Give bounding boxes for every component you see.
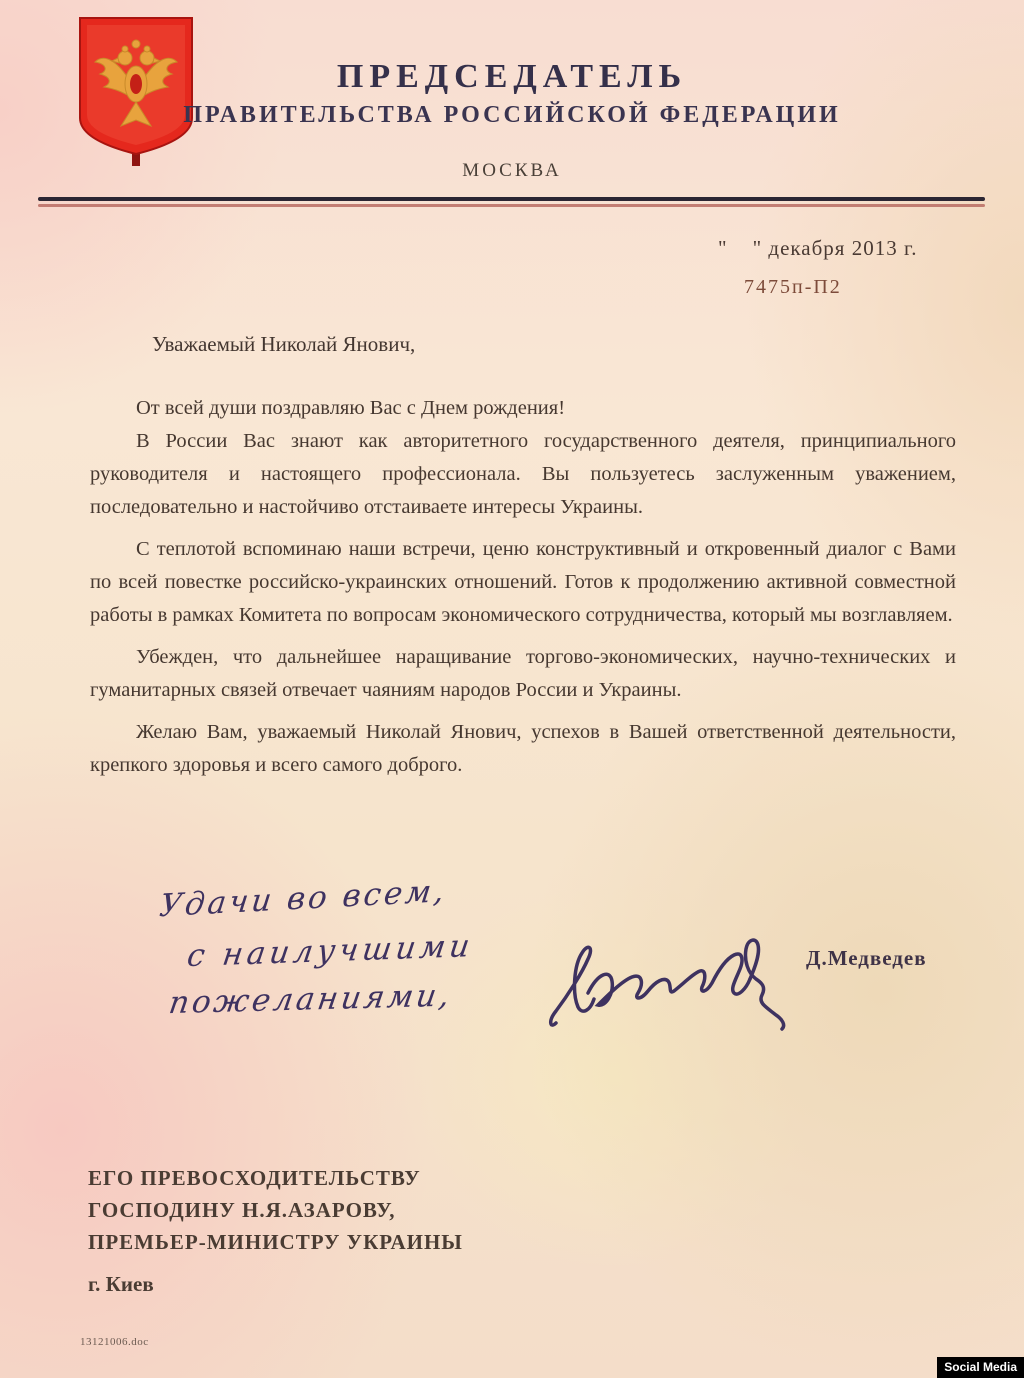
letterhead-city: МОСКВА [462,160,562,181]
signature-printed-name: Д.Медведев [806,946,927,970]
letterhead-divider [38,197,985,207]
paragraph-4: Убежден, что дальнейшее наращивание торгово-экономических, научно-технических и гуманитарных связей отвечает чаяниям народов России и Украины. [90,646,956,701]
document-file-reference: 13121006.doc [80,1336,149,1348]
handwritten-note-line-1: Удачи во всем, [157,872,450,925]
addressee-block [88,1162,463,1258]
signature-scrawl [548,915,808,1035]
letter-body [90,392,956,782]
letter-date: " " декабря 2013 г. [718,236,918,260]
letter-doc-number: 7475п-П2 [744,276,842,298]
handwritten-note-line-2: с наилучшими [184,928,476,975]
divider-dark-line [38,197,985,201]
handwritten-note-line-3: пожеланиями, [166,977,455,1022]
addressee-line-1: ЕГО ПРЕВОСХОДИТЕЛЬСТВУ [88,1166,421,1190]
source-watermark-badge: Social Media [937,1357,1024,1378]
addressee-line-2: ГОСПОДИНУ Н.Я.АЗАРОВУ, [88,1198,396,1222]
paragraph-1: От всей души поздравляю Вас с Днем рождения! [136,397,566,419]
paragraph-3: С теплотой вспоминаю наши встречи, ценю конструктивный и откровенный диалог с Вами по всей повестке российско-украинских отношений. Готов к продолжению активной совместной работы в рамках Комитета по вопросам экономического сотрудничества, который мы возглавляем. [90,538,956,626]
paragraph-2: В России Вас знают как авторитетного государственного деятеля, принципиального руководителя и настоящего профессионала. Вы пользуетесь заслуженным уважением, последовательно и настойчиво отстаиваете интересы Украины. [90,430,956,518]
divider-red-line [38,204,985,207]
paragraph-5: Желаю Вам, уважаемый Николай Янович, успехов в Вашей ответственной деятельности, крепкого здоровья и всего самого доброго. [90,721,956,776]
addressee-line-3: ПРЕМЬЕР-МИНИСТРУ УКРАИНЫ [88,1230,463,1254]
addressee-city: г. Киев [88,1272,154,1296]
letterhead-title-line2: ПРАВИТЕЛЬСТВА РОССИЙСКОЙ ФЕДЕРАЦИИ [183,102,841,128]
salutation: Уважаемый Николай Янович, [152,332,416,356]
letterhead-title-line1: ПРЕДСЕДАТЕЛЬ [336,58,688,95]
